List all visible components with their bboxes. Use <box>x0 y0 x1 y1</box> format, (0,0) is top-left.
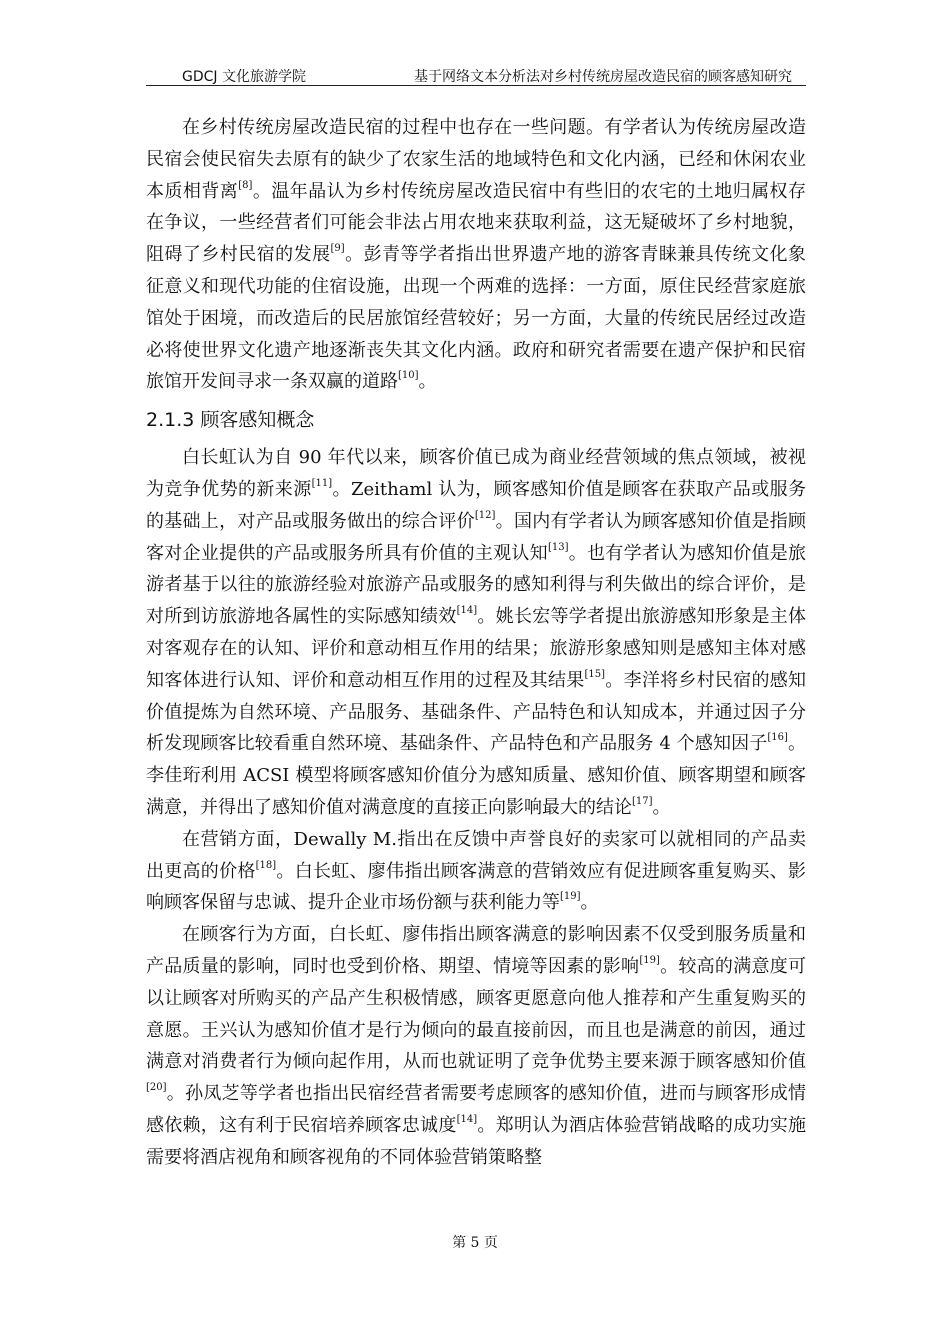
text-run: 。 <box>652 796 671 818</box>
section-heading: 2.1.3 顾客感知概念 <box>146 409 315 432</box>
citation: [15] <box>584 668 606 680</box>
citation: [10] <box>398 370 419 382</box>
text-run: 。郑明认为酒店体验营销战略的成功实施需要将酒店视角和顾客视角的不同体验营销策略整 <box>146 1114 807 1168</box>
text-run: 在乡村传统房屋改造民宿的过程中也存在一些问题。有学者认为传统房屋改造民宿会使民宿失去原有的缺少了农家生活的地域特色和文化内涵，已经和休闲农业本质相背离 <box>146 117 806 202</box>
text-run: 。孙凤芝等学者也指出民宿经营者需要考虑顾客的感知价值，进而与顾客形成情感依赖，这有利于民宿培养顾客忠诚度 <box>146 1083 806 1136</box>
text-run: 。李洋将乡村民宿的感知价值提炼为自然环境、产品服务、基础条件、产品特色和认知成本，并通过因子分析发现顾客比较看重自然环境、基础条件、产品特色和产品服务 4 个感知因子 <box>146 669 807 755</box>
text-run: 。 <box>418 371 437 393</box>
body-text <box>146 112 806 1174</box>
citation: [19] <box>560 891 581 903</box>
text-run: 。姚长宏等学者提出旅游感知形象是主体对客观存在的认知、评价和意动相互作用的结果；旅游形象感知则是感知主体对感知客体进行认知、评价和意动相互作用的过程及其结果 <box>146 606 807 691</box>
paragraph-customer-value <box>146 442 806 824</box>
header-divider <box>146 85 806 86</box>
text-run: 。Zeithaml 认为，顾客感知价值是顾客在获取产品或服务的基础上，对产品或服务做出的综合评价 <box>146 478 807 532</box>
citation: [19] <box>639 954 660 966</box>
citation: [17] <box>632 795 653 807</box>
citation: [20] <box>146 1082 167 1094</box>
text-run: 白长虹认为自 90 年代以来，顾客价值已成为商业经营领域的焦点领域，被视为竞争优势的新来源 <box>146 447 806 500</box>
text-run: 。白长虹、廖伟指出顾客满意的营销效应有促进顾客重复购买、影响顾客保留与忠诚、提升企业市场份额与获利能力等 <box>146 860 806 914</box>
citation: [12] <box>474 509 496 521</box>
page-header <box>146 66 806 86</box>
text-run: 。 <box>580 892 599 914</box>
text-run: 。彭青等学者指出世界遗产地的游客青睐兼具传统文化象征意义和现代功能的住宿设施，出现一个两难的选择：一方面，原住民经营家庭旅馆处于困境，而改造后的民居旅馆经营较好；另一方面，大量的传统民居经过改造必将使世界文化遗产地逐渐丧失其文化内涵。政府和研究者需要在遗产保护和民宿旅馆开发间寻求一条双赢的道路 <box>146 244 807 393</box>
citation: [9] <box>330 243 345 255</box>
citation: [18] <box>255 859 277 871</box>
text-run: 。国内有学者认为顾客感知价值是指顾客对企业提供的产品或服务所具有价值的主观认知 <box>146 510 807 564</box>
text-run: 。较高的满意度可以让顾客对所购买的产品产生积极情感，顾客更愿意向他人推荐和产生重复购买的意愿。王兴认为感知价值才是行为倾向的最直接前因，而且也是满意的前因，通过满意对消费者行为倾向起作用，从而也就证明了竞争优势主要来源于顾客感知价值 <box>146 955 807 1073</box>
citation: [13] <box>547 541 569 553</box>
text-run: 在营销方面，Dewally M.指出在反馈中声誉良好的卖家可以就相同的产品卖出更高的价格 <box>146 828 806 882</box>
text-run: 在顾客行为方面，白长虹、廖伟指出顾客满意的影响因素不仅受到服务质量和产品质量的影响，同时也受到价格、期望、情境等因素的影响 <box>146 924 806 977</box>
paragraph-problems <box>146 112 806 398</box>
text-run: 。李佳珩利用 ACSI 模型将顾客感知价值分为感知质量、感知价值、顾客期望和顾客满意，并得出了感知价值对满意度的直接正向影响最大的结论 <box>146 733 806 818</box>
citation: [8] <box>238 179 253 191</box>
citation: [11] <box>311 477 333 489</box>
paragraph-marketing <box>146 824 806 919</box>
paragraph-behavior <box>146 919 806 1173</box>
citation: [14] <box>456 1113 478 1125</box>
citation: [14] <box>456 605 478 617</box>
text-run: 。温年晶认为乡村传统房屋改造民宿中有些旧的农宅的土地归属权存在争议，一些经营者们可能会非法占用农地来获取利益，这无疑破坏了乡村地貌，阻碍了乡村民宿的发展 <box>146 180 807 266</box>
header-paper-title: 基于网络文本分析法对乡村传统房屋改造民宿的顾客感知研究 <box>414 69 792 85</box>
citation: [16] <box>767 732 788 744</box>
page-number: 第 5 页 <box>452 1235 498 1251</box>
text-run: 。也有学者认为感知价值是旅游者基于以往的旅游经验对旅游产品或服务的感知利得与利失做出的综合评价，是对所到访旅游地各属性的实际感知绩效 <box>146 542 807 628</box>
header-institution: GDCJ 文化旅游学院 <box>182 69 306 85</box>
